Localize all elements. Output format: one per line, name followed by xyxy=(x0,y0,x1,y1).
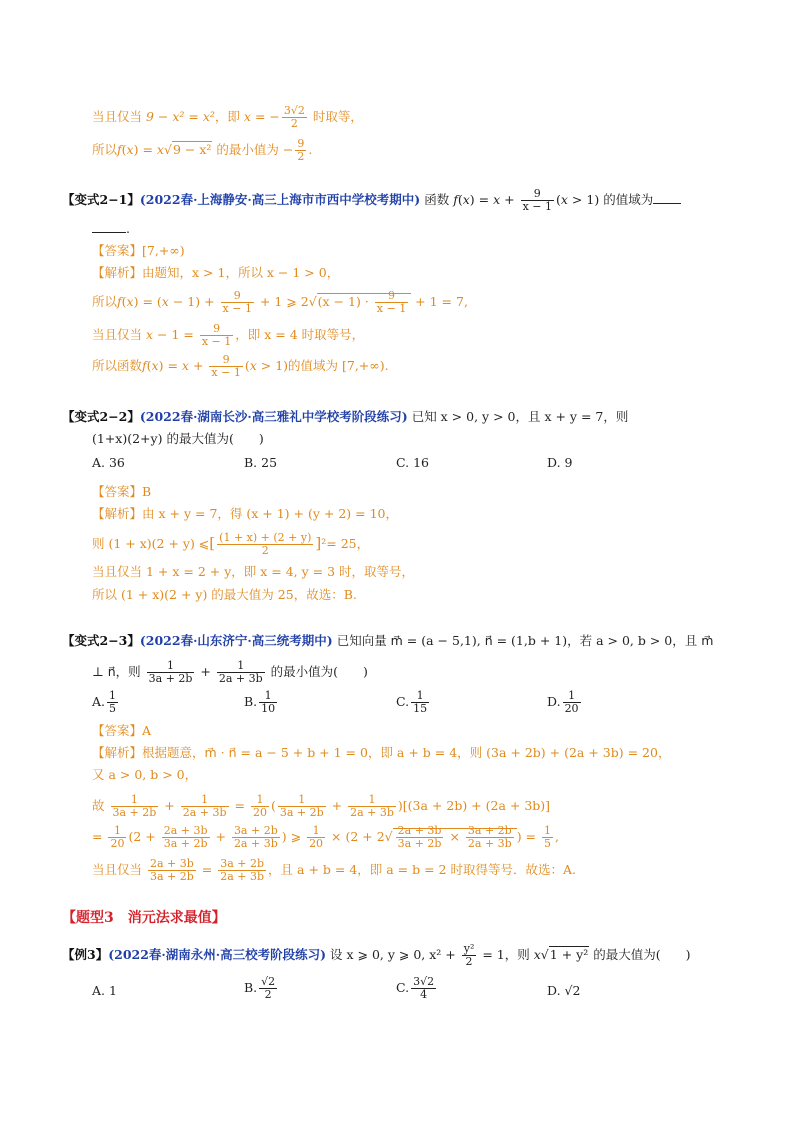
q23-analysis-3: 故 $\frac{1}{3a + 2b}$ + $\frac{1}{2a + 3b}$ = $\frac{1}{20}$ ( $\frac{1}{3a + 2b}$ + $\frac{1}{2a + 3b}$ )[(3a + 2b) + (2a + 3b)] xyxy=(92,793,551,819)
q22-analysis-4: 所以 (1 + x)(2 + y) 的最大值为 25，故选：B. xyxy=(92,587,357,602)
q23-stem-2: ⊥ n⃗，则 $\frac{1}{3a + 2b}$ + $\frac{1}{2a + 3b}$ 的最小值为( ) xyxy=(92,659,368,685)
prev-line-2: 所以f(x) = x√9 − x² 的最小值为 − $\frac{9}{2}$ . xyxy=(92,137,313,163)
q22-answer: 【答案】B xyxy=(92,484,152,499)
ex3-option-c[interactable]: C. $\frac{3√2}{4}$ xyxy=(396,975,435,1001)
q22-option-a[interactable]: A. 36 xyxy=(92,455,125,470)
q21-analysis-1: 【解析】由题知，x > 1，所以 x − 1 > 0， xyxy=(92,265,340,280)
q22-stem-2: (1+x)(2+y) 的最大值为( ) xyxy=(92,431,264,446)
q21-analysis-4: 所以函数f(x) = x + $\frac{9}{x - 1}$ (x > 1)的值域为 [7,+∞). xyxy=(92,353,389,379)
section-title: 【题型3 消元法求最值】 xyxy=(62,910,226,926)
q23-analysis-5: 当且仅当 $\frac{2a + 3b}{3a + 2b}$ = $\frac{3a + 2b}{2a + 3b}$ ，且 a + b = 4，即 a = b = 2 时取得等号．故选：A. xyxy=(92,857,576,883)
ex3-stem: 【例3】(2022春·湖南永州·高三校考阶段练习) 设 x ⩾ 0, y ⩾ 0, x² + $\frac{\text{y²}}{2}$ = 1，则 x√1 + y² 的最大值为( ) xyxy=(62,942,691,968)
q23-option-b[interactable]: B. $\frac{1}{10}$ xyxy=(244,689,276,715)
answer-blank[interactable] xyxy=(653,191,681,204)
q23-option-d[interactable]: D. $\frac{1}{20}$ xyxy=(547,689,579,715)
q23-option-c[interactable]: C. $\frac{1}{15}$ xyxy=(396,689,428,715)
prev-line-1: 当且仅当 9 − x² = x²，即 x = − $\frac{3√2}{2}$ 时取等， xyxy=(92,104,363,130)
q23-stem: 【变式2−3】(2022春·山东济宁·高三统考期中) 已知向量 m⃗ = (a − 5,1), n⃗ = (1,b + 1)，若 a > 0, b > 0，且 m⃗ xyxy=(62,633,714,648)
q22-option-d[interactable]: D. 9 xyxy=(547,455,573,470)
q21-stem: 【变式2−1】(2022春·上海静安·高三上海市市西中学校考期中) 函数 f(x) = x + $\frac{9}{x - 1}$ (x > 1) 的值域为 xyxy=(62,188,681,213)
q22-stem: 【变式2−2】(2022春·湖南长沙·高三雅礼中学校考阶段练习) 已知 x > 0, y > 0，且 x + y = 7，则 xyxy=(62,409,629,424)
q22-analysis-3: 当且仅当 1 + x = 2 + y，即 x = 4, y = 3 时，取等号， xyxy=(92,564,415,579)
q23-analysis-1: 【解析】根据题意，m⃗ · n⃗ = a − 5 + b + 1 = 0，即 a + b = 4，则 (3a + 2b) + (2a + 3b) = 20， xyxy=(92,745,671,760)
q21-stem-cont: . xyxy=(92,220,130,237)
q23-analysis-2: 又 a > 0, b > 0， xyxy=(92,767,198,782)
q21-analysis-3: 当且仅当 x − 1 = $\frac{9}{x - 1}$ ，即 x = 4 时取等号， xyxy=(92,322,365,348)
q23-analysis-4: = $\frac{1}{20}$ (2 + $\frac{2a + 3b}{3a + 2b}$ + $\frac{3a + 2b}{2a + 3b}$ ) ⩾ $\frac{1}{20}$ × (2 + 2√ $\frac{2a + 3b}{3a + 2b}$ × $\frac{3a + 2b}{2a + 3b}$ ) = $\frac{1}{5}$ , xyxy=(92,824,559,850)
q22-option-b[interactable]: B. 25 xyxy=(244,455,278,470)
ex3-option-a[interactable]: A. 1 xyxy=(92,983,117,998)
ex3-option-b[interactable]: B. $\frac{√2}{2}$ xyxy=(244,975,276,1001)
q22-analysis-1: 【解析】由 x + y = 7，得 (x + 1) + (y + 2) = 10， xyxy=(92,506,398,521)
q23-option-a[interactable]: A. $\frac{1}{5}$ xyxy=(92,689,117,715)
q23-answer: 【答案】A xyxy=(92,723,152,738)
q22-option-c[interactable]: C. 16 xyxy=(396,455,429,470)
q21-answer: 【答案】[7,+∞) xyxy=(92,243,185,258)
q22-analysis-2: 则 (1 + x)(2 + y) ⩽[ $\frac{(1 + x) + (2 + y)}{2}$ ]²= 25， xyxy=(92,531,370,557)
q21-analysis-2: 所以f(x) = (x − 1) + $\frac{9}{x - 1}$ + 1 ⩾ 2√(x − 1) · $\frac{9}{x - 1}$ + 1 = 7, xyxy=(92,289,468,315)
ex3-option-d[interactable]: D. √2 xyxy=(547,983,581,998)
